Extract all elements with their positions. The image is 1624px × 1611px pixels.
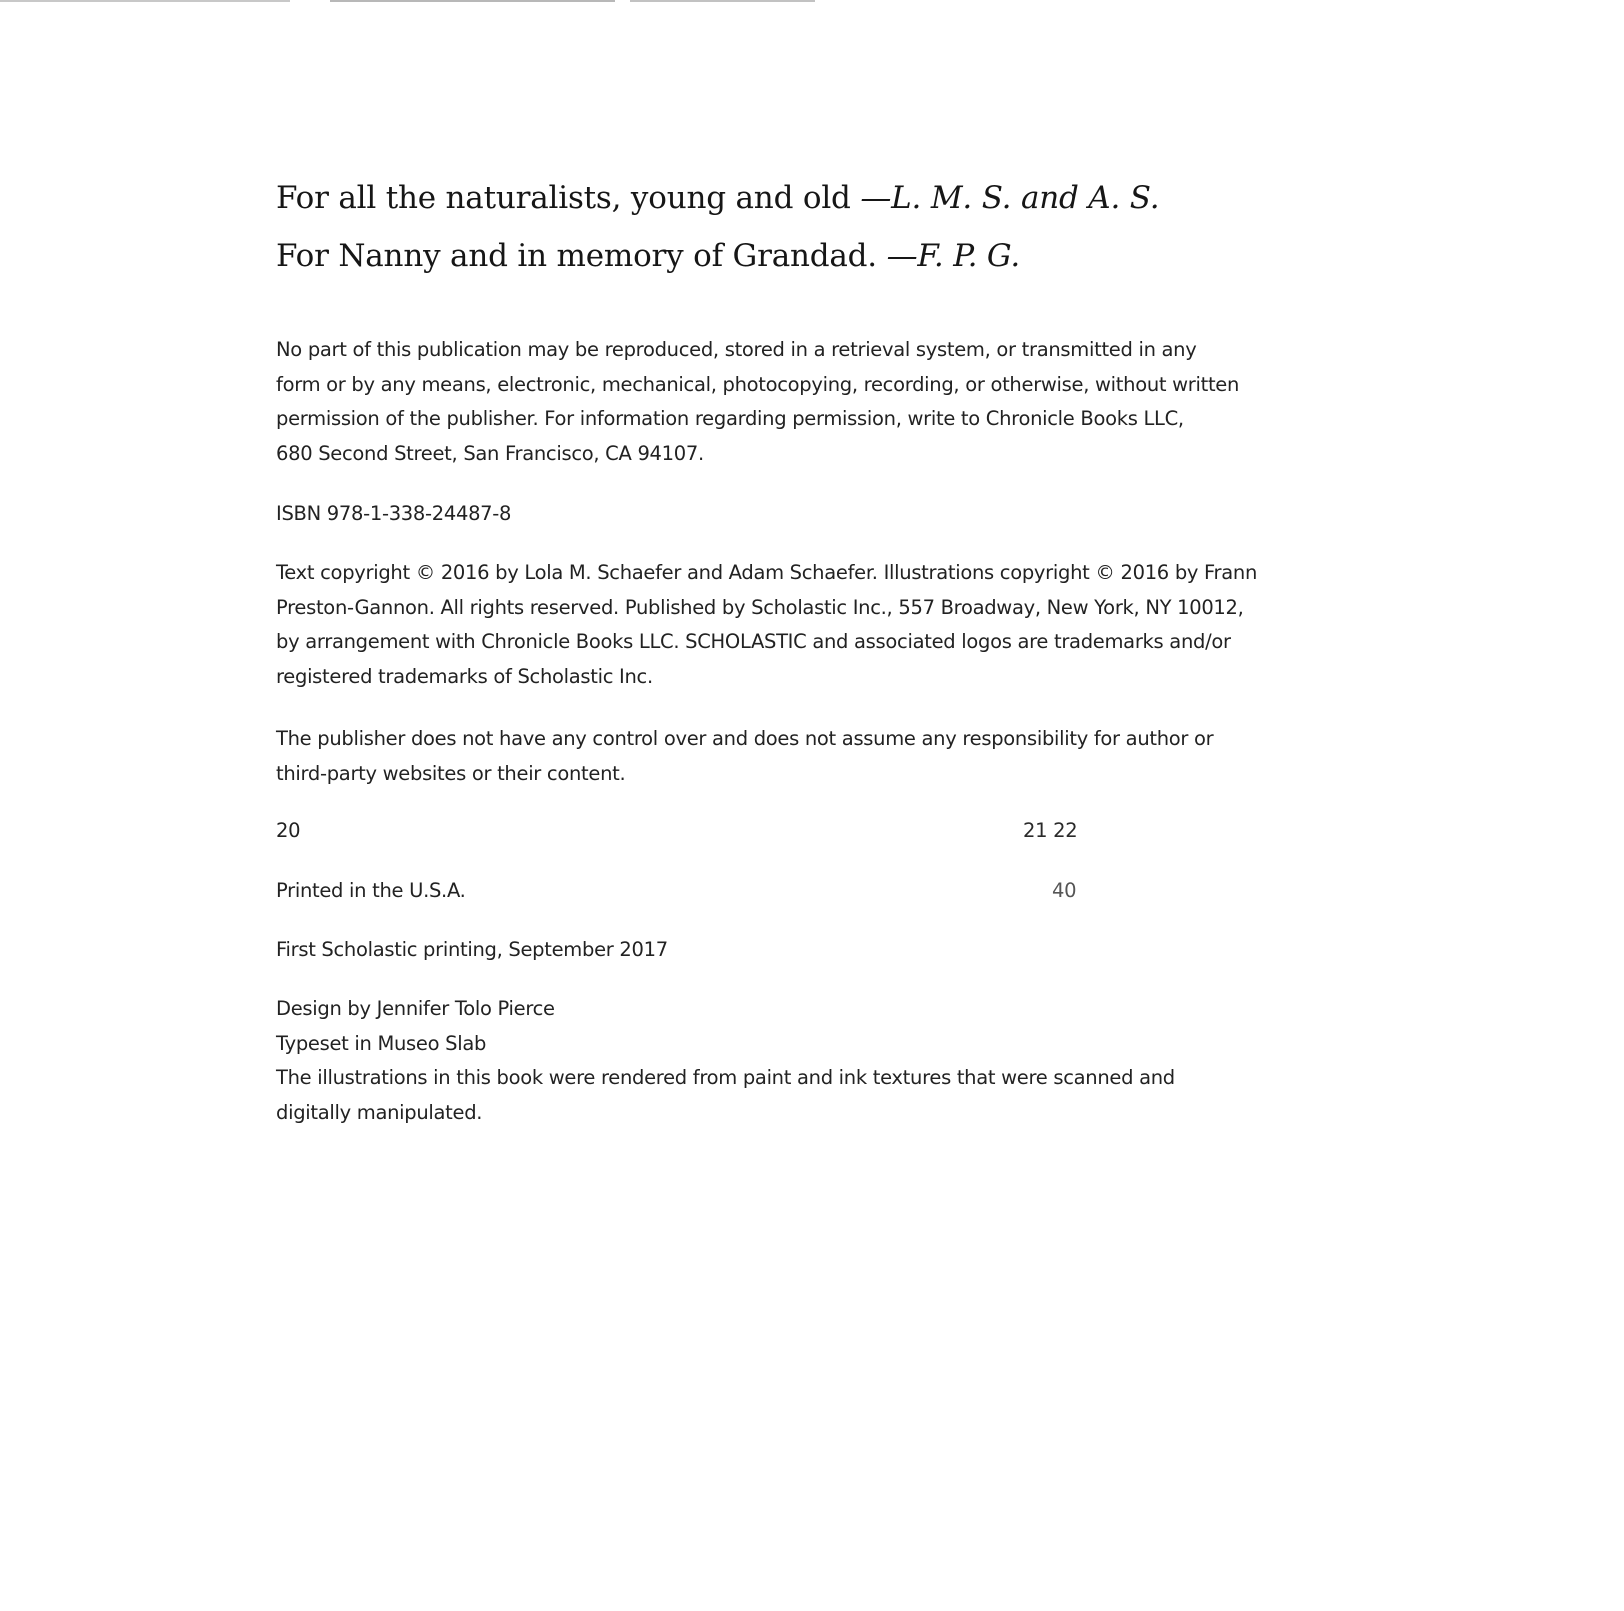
- text-line: The illustrations in this book were rendered from paint and ink textures that were scanned and: [276, 1066, 1175, 1089]
- text-line: Preston-Gannon. All rights reserved. Published by Scholastic Inc., 557 Broadway, New York, NY 10012,: [276, 595, 1244, 619]
- text-line: by arrangement with Chronicle Books LLC. SCHOLASTIC and associated logos are trademarks and/or: [276, 630, 1231, 653]
- first-printing: First Scholastic printing, September 2017: [276, 938, 668, 961]
- dedication-signature: —F. P. G.: [886, 238, 1021, 274]
- text-line: Design by Jennifer Tolo Pierce: [276, 997, 555, 1020]
- printed-in: Printed in the U.S.A.: [276, 879, 466, 902]
- text-line: third-party websites or their content.: [276, 761, 626, 785]
- dedication-line-1: [276, 180, 1159, 216]
- text-line: permission of the publisher. For information regarding permission, write to Chronicle Books LLC,: [276, 407, 1184, 430]
- dedication-signature: —L. M. S. and A. S.: [860, 180, 1160, 216]
- scan-edge-mark: [330, 0, 615, 2]
- text-line: No part of this publication may be reproduced, stored in a retrieval system, or transmitted in any: [276, 338, 1197, 361]
- scan-edge-mark: [0, 0, 290, 2]
- text-line: form or by any means, electronic, mechanical, photocopying, recording, or otherwise, without written: [276, 372, 1240, 396]
- scan-edge-mark: [630, 0, 815, 2]
- printing-number: 40: [1052, 879, 1077, 902]
- text-line: digitally manipulated.: [276, 1100, 483, 1124]
- text-line: Text copyright © 2016 by Lola M. Schaefer and Adam Schaefer. Illustrations copyright © 2016 by Frann: [276, 561, 1258, 584]
- rights-paragraph: [276, 333, 1239, 471]
- dedication-text: For Nanny and in memory of Grandad.: [276, 238, 887, 274]
- publisher-note: [276, 722, 1213, 791]
- text-line: The publisher does not have any control over and does not assume any responsibility for author or: [276, 727, 1214, 750]
- printing-line-left: 20: [276, 819, 301, 842]
- dedication-text: For all the naturalists, young and old: [276, 180, 861, 216]
- text-line: Typeset in Museo Slab: [276, 1031, 487, 1055]
- text-line: 680 Second Street, San Francisco, CA 94107.: [276, 441, 704, 465]
- credits-paragraph: [276, 992, 1175, 1130]
- copyright-paragraph: [276, 556, 1257, 694]
- dedication-line-2: [276, 238, 1020, 274]
- printing-line-right: 21 22: [1023, 819, 1078, 842]
- isbn: ISBN 978-1-338-24487-8: [276, 502, 512, 525]
- text-line: registered trademarks of Scholastic Inc.: [276, 664, 653, 688]
